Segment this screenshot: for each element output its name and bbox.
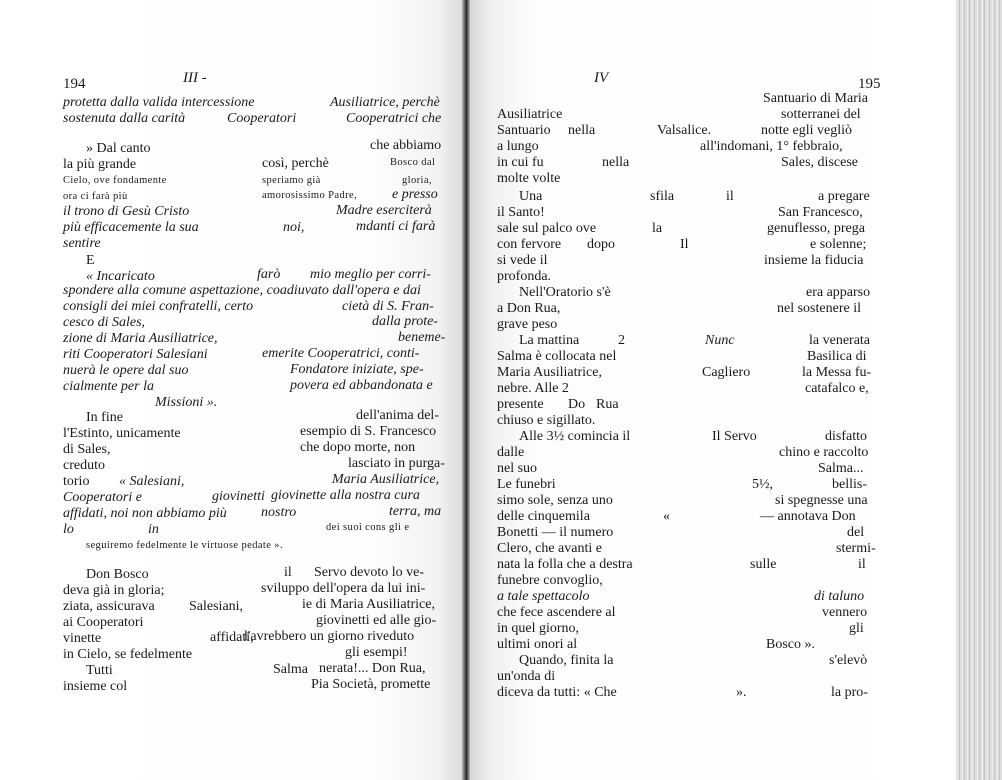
text-line: Ausiliatrice xyxy=(497,107,563,122)
text-line: riti Cooperatori Salesiani xyxy=(63,347,208,362)
text-line: l'Estinto, unicamente xyxy=(63,426,181,441)
text-line: Sales, discese xyxy=(781,155,858,170)
text-line: Nell'Oratorio s'è xyxy=(519,285,611,300)
text-line: Salma è collocata nel xyxy=(497,349,617,364)
text-line: giovinetti xyxy=(212,489,265,504)
text-line: Il xyxy=(680,237,689,252)
running-head: IV xyxy=(594,70,609,86)
text-line: Do xyxy=(568,397,586,412)
text-line: sotterranei del xyxy=(781,107,861,122)
text-line: ultimi onori al xyxy=(497,637,578,652)
text-line: in Cielo, se fedelmente xyxy=(63,647,193,662)
text-line: nella xyxy=(602,155,630,170)
text-line: funebre convoglio, xyxy=(497,573,603,588)
text-line: nel sostenere il xyxy=(777,301,861,316)
text-line: a tale spettacolo xyxy=(497,589,590,604)
text-line: — annotava Don xyxy=(760,509,856,524)
text-line: giovinette alla nostra cura xyxy=(271,488,420,503)
text-line: Salma xyxy=(273,662,308,677)
text-line: zione di Maria Ausiliatrice, xyxy=(63,331,218,346)
text-line: Maria Ausiliatrice, xyxy=(497,365,602,380)
text-line: noi, xyxy=(283,220,305,235)
book-gutter xyxy=(462,0,470,780)
text-line: gli xyxy=(849,621,864,636)
text-line: Fondatore iniziate, spe- xyxy=(290,362,424,377)
text-line: disfatto xyxy=(825,429,867,444)
text-line: si spegnesse una xyxy=(775,493,868,508)
text-line: sale sul palco ove xyxy=(497,221,597,236)
text-line: ziata, assicurava xyxy=(63,599,155,614)
text-line: nata la folla che a destra xyxy=(497,557,633,572)
text-line: mdanti ci farà xyxy=(356,219,436,234)
text-line: sfila xyxy=(650,189,675,204)
text-line: presente xyxy=(497,397,544,412)
page-edges xyxy=(956,0,1002,780)
text-line: spondere alla comune aspettazione, coadiuvato dall'opera e dai xyxy=(63,283,421,298)
text-line: che dopo morte, non xyxy=(300,440,416,455)
text-line: vinette xyxy=(63,631,102,646)
text-line: dopo xyxy=(587,237,615,252)
text-line: catafalco e, xyxy=(805,381,869,396)
right-page xyxy=(466,0,956,780)
text-line: deva già in gloria; xyxy=(63,583,165,598)
text-line: l'avrebbero un giorno riveduto xyxy=(244,629,415,644)
text-line: Cielo, ove fondamente xyxy=(63,175,167,186)
page-number: 194 xyxy=(63,76,86,92)
text-line: s'elevò xyxy=(829,653,868,668)
text-line: nuerà le opere dal suo xyxy=(63,363,189,378)
text-line: Le funebri xyxy=(497,477,556,492)
text-line: notte egli vegliò xyxy=(761,123,852,138)
text-line: Una xyxy=(519,189,543,204)
text-line: la più grande xyxy=(63,157,137,172)
text-line: un'onda di xyxy=(497,669,556,684)
text-line: di taluno xyxy=(814,589,865,604)
text-line: la xyxy=(652,221,663,236)
text-line: nebre. Alle 2 xyxy=(497,381,569,396)
text-line: molte volte xyxy=(497,171,561,186)
text-line: si vede il xyxy=(497,253,548,268)
text-line: « Incaricato xyxy=(86,269,155,284)
text-line: dei suoi cons gli e xyxy=(326,522,410,533)
text-line: cialmente per la xyxy=(63,379,154,394)
text-line: Maria Ausiliatrice, xyxy=(332,472,440,487)
text-line: Il Servo xyxy=(712,429,757,444)
text-line: 2 xyxy=(618,333,625,348)
text-line: Salesiani, xyxy=(189,599,244,614)
text-line: Missioni ». xyxy=(155,395,218,410)
text-line: Cooperatori e xyxy=(63,490,142,505)
text-line: San Francesco, xyxy=(778,205,863,220)
text-line: « Salesiani, xyxy=(119,474,185,489)
text-line: grave peso xyxy=(497,317,558,332)
text-line: La mattina xyxy=(519,333,580,348)
text-line: Pia Società, promette xyxy=(311,677,431,692)
text-line: affidati, noi non abbiamo più xyxy=(63,506,227,521)
text-line: creduto xyxy=(63,458,105,473)
text-line: insieme la fiducia xyxy=(764,253,864,268)
text-line: dalle xyxy=(497,445,525,460)
text-line: la venerata xyxy=(809,333,871,348)
text-line: lasciato in purga- xyxy=(348,456,445,471)
left-page xyxy=(0,0,466,780)
text-line: Rua xyxy=(596,397,619,412)
text-line: farò xyxy=(257,267,281,282)
text-line: all'indomani, 1° febbraio, xyxy=(700,139,843,154)
text-line: profonda. xyxy=(497,269,552,284)
text-line: ». xyxy=(736,685,747,700)
text-line: Alle 3½ comincia il xyxy=(519,429,631,444)
text-line: Ausiliatrice, perchè xyxy=(330,95,440,110)
text-line: « xyxy=(663,509,670,524)
text-line: nel suo xyxy=(497,461,538,476)
text-line: ie di Maria Ausiliatrice, xyxy=(302,597,435,612)
text-line: Cooperatrici che xyxy=(346,111,442,126)
text-line: a pregare xyxy=(818,189,870,204)
text-line: la pro- xyxy=(831,685,868,700)
text-line: più efficacemente la sua xyxy=(63,220,199,235)
text-line: che abbiamo xyxy=(370,138,442,153)
text-line: in cui fu xyxy=(497,155,544,170)
text-line: sostenuta dalla carità xyxy=(63,111,186,126)
page-number: 195 xyxy=(858,76,881,92)
text-line: delle cinquemila xyxy=(497,509,590,524)
text-line: emerite Cooperatrici, conti- xyxy=(262,346,420,361)
text-line: ora ci farà più xyxy=(63,191,128,202)
text-line: cesco di Sales, xyxy=(63,315,146,330)
text-line: cietà di S. Fran- xyxy=(342,299,434,314)
text-line: genuflesso, prega xyxy=(767,221,865,236)
text-line: Servo devoto lo ve- xyxy=(314,565,425,580)
running-head: III - xyxy=(183,70,207,86)
text-line: il Santo! xyxy=(497,205,545,220)
text-line: in quel giorno, xyxy=(497,621,580,636)
text-line: terra, ma xyxy=(389,504,442,519)
text-line: sentire xyxy=(63,236,101,251)
text-line: nerata!... Don Rua, xyxy=(319,661,426,676)
text-line: Bosco dal xyxy=(390,157,436,168)
text-line: dell'anima del- xyxy=(356,408,439,423)
text-line: a Don Rua, xyxy=(497,301,561,316)
text-line: Valsalice. xyxy=(657,123,712,138)
text-line: nostro xyxy=(261,505,297,520)
text-line: chiuso e sigillato. xyxy=(497,413,596,428)
text-line: Santuario xyxy=(497,123,551,138)
text-line: torio xyxy=(63,474,90,489)
text-line: con fervore xyxy=(497,237,562,252)
text-line: Bonetti — il numero xyxy=(497,525,614,540)
text-line: Santuario di Maria xyxy=(763,91,868,106)
text-line: dalla prote- xyxy=(372,314,438,329)
text-line: speriamo già xyxy=(262,175,321,186)
text-line: diceva da tutti: « Che xyxy=(497,685,617,700)
text-line: povera ed abbandonata e xyxy=(290,378,433,393)
text-line: mio meglio per corri- xyxy=(310,267,431,282)
text-line: sviluppo dell'opera da lui ini- xyxy=(261,581,426,596)
text-line: bellis- xyxy=(832,477,867,492)
text-line: di Sales, xyxy=(63,442,111,457)
text-line: amorosissimo Padre, xyxy=(262,190,358,201)
text-line: Don Bosco xyxy=(86,567,149,582)
text-line: Madre eserciterà xyxy=(336,203,432,218)
text-line: insieme col xyxy=(63,679,128,694)
text-line: Cooperatori xyxy=(227,111,297,126)
text-line: gli esempi! xyxy=(345,645,408,660)
text-line: nella xyxy=(568,123,596,138)
text-line: in xyxy=(148,522,159,537)
text-line: giovinetti ed alle gio- xyxy=(316,613,437,628)
text-line: seguiremo fedelmente le virtuose pedate ». xyxy=(86,540,283,551)
text-line: il xyxy=(284,565,292,580)
text-line: Basilica di xyxy=(807,349,867,364)
text-line: Tutti xyxy=(86,663,113,678)
text-line: Nunc xyxy=(705,333,735,348)
text-line: Clero, che avanti e xyxy=(497,541,602,556)
text-line: il trono di Gesù Cristo xyxy=(63,204,190,219)
text-line: gloria, xyxy=(402,175,432,186)
text-line: stermi- xyxy=(836,541,876,556)
text-line: protetta dalla valida intercessione xyxy=(63,95,255,110)
text-line: E xyxy=(86,253,95,268)
text-line: Cagliero xyxy=(702,365,751,380)
text-line: sulle xyxy=(750,557,777,572)
text-line: 5½, xyxy=(752,477,773,492)
text-line: del xyxy=(847,525,865,540)
text-line: e presso xyxy=(392,187,438,202)
text-line: Quando, finita la xyxy=(519,653,614,668)
text-line: vennero xyxy=(822,605,868,620)
text-line: beneme- xyxy=(398,330,446,345)
text-line: il xyxy=(726,189,734,204)
text-line: chino e raccolto xyxy=(779,445,869,460)
text-line: lo xyxy=(63,522,74,537)
text-line: Bosco ». xyxy=(766,637,815,652)
text-line: la Messa fu- xyxy=(802,365,872,380)
text-line: così, perchè xyxy=(262,156,329,171)
text-line: Salma... xyxy=(818,461,864,476)
text-line: era apparso xyxy=(806,285,871,300)
text-line: il xyxy=(858,557,866,572)
text-line: ai Cooperatori xyxy=(63,615,144,630)
text-line: simo sole, senza uno xyxy=(497,493,613,508)
text-line: consigli dei miei confratelli, certo xyxy=(63,299,254,314)
text-line: » Dal canto xyxy=(86,141,151,156)
text-line: affidati, xyxy=(210,630,254,645)
text-line: In fine xyxy=(86,410,123,425)
text-line: e solenne; xyxy=(810,237,867,252)
text-line: a lungo xyxy=(497,139,539,154)
text-line: esempio di S. Francesco xyxy=(300,424,437,439)
text-line: che fece ascendere al xyxy=(497,605,616,620)
